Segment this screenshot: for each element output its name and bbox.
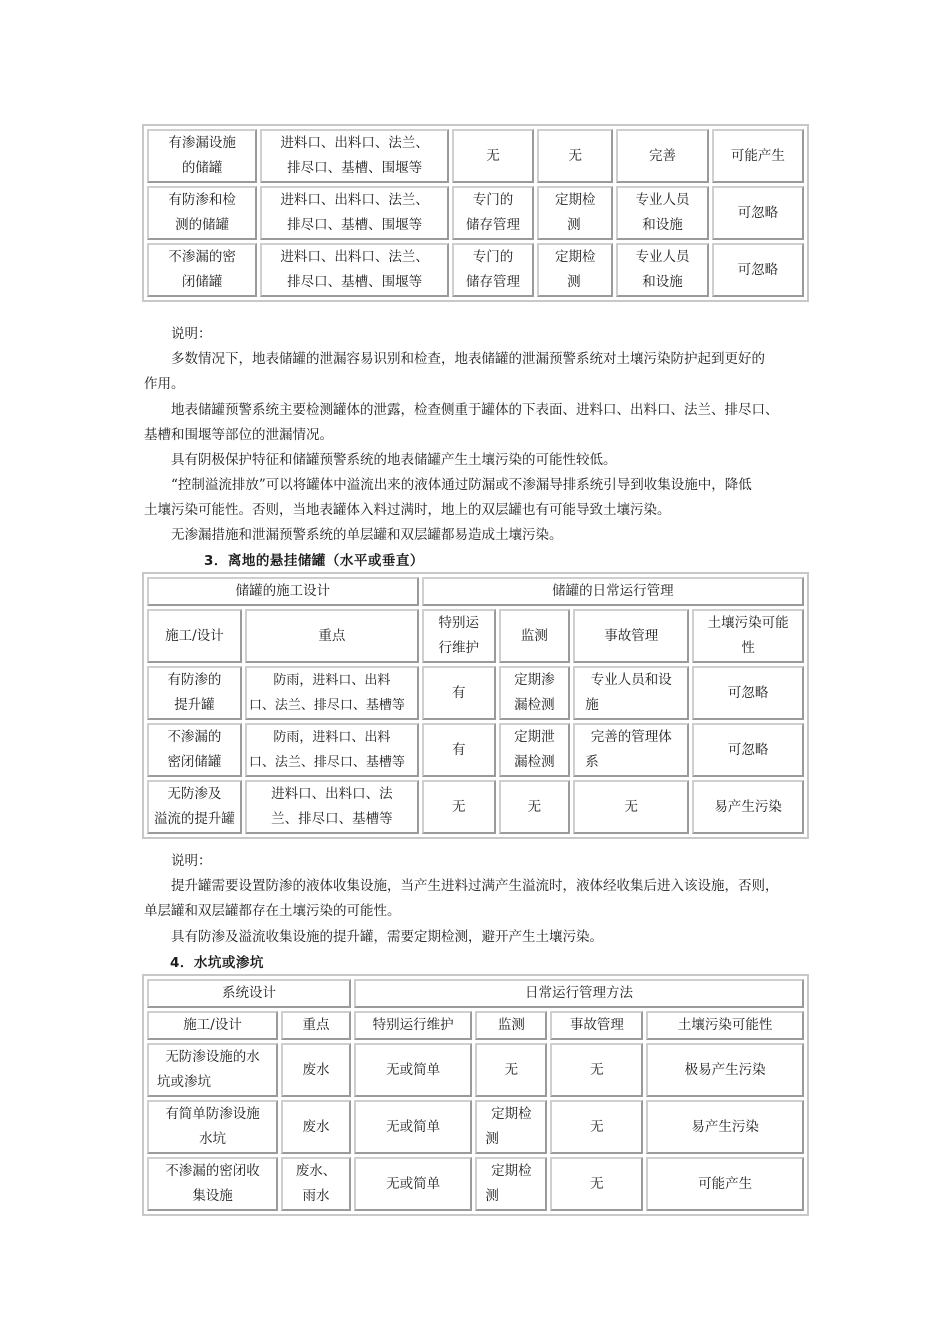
col-header-monitoring: 监测: [475, 1011, 547, 1040]
group-header-operations: 日常运行管理方法: [354, 979, 804, 1008]
col-header-special: 特别运行维护: [354, 1011, 472, 1040]
col-header-facility: 施工/设计: [147, 609, 242, 663]
group-header-design: 系统设计: [147, 979, 351, 1008]
facility-cell: 有防渗和检 测的储罐: [147, 186, 257, 240]
facility-cell: 不渗漏的 密闭储罐: [147, 723, 242, 777]
table-row: [147, 243, 804, 297]
special-maintenance-cell: 有: [422, 723, 496, 777]
monitoring-cell: 定期泄 漏检测: [499, 723, 571, 777]
note-paragraph: 多数情况下，地表储罐的泄漏容易识别和检查，地表储罐的泄漏预警系统对土壤污染防护起到更好的 作用。: [144, 351, 765, 392]
accident-management-cell: 完善的管理体 系: [573, 723, 689, 777]
monitoring-cell: 定期渗 漏检测: [499, 666, 571, 720]
accident-management-cell: 完善: [616, 129, 708, 183]
group-header-operations: 储罐的日常运行管理: [422, 577, 804, 606]
monitoring-cell: 定期检 测: [475, 1157, 547, 1211]
col-header-risk: 土壤污染可能 性: [692, 609, 804, 663]
accident-management-cell: 无: [550, 1043, 643, 1097]
table-row: [147, 1157, 804, 1211]
note-paragraph: 具有阴极保护特征和储罐预警系统的地表储罐产生土壤污染的可能性较低。: [171, 452, 617, 468]
accident-management-cell: 无: [550, 1100, 643, 1154]
focus-cell: 废水: [281, 1100, 351, 1154]
focus-cell: 防雨，进料口、出料 口、法兰、排尽口、基槽等: [245, 666, 419, 720]
pollution-risk-cell: 可忽略: [692, 723, 804, 777]
facility-cell: 有防渗的 提升罐: [147, 666, 242, 720]
table-header-row: [147, 979, 804, 1008]
notes-label: 说明：: [171, 326, 212, 342]
pollution-risk-cell: 可能产生: [712, 129, 804, 183]
special-maintenance-cell: 无或简单: [354, 1043, 472, 1097]
col-header-facility: 施工/设计: [147, 1011, 278, 1040]
table-row: [147, 666, 804, 720]
monitoring-cell: 定期检 测: [475, 1100, 547, 1154]
note-paragraph: 地表储罐预警系统主要检测罐体的泄露，检查侧重于罐体的下表面、进料口、出料口、法兰、排尽口、 基槽和围堰等部位的泄漏情况。: [144, 402, 779, 443]
col-header-focus: 重点: [245, 609, 419, 663]
suspended-tank-table: [142, 572, 809, 839]
facility-cell: 有渗漏设施 的储罐: [147, 129, 257, 183]
focus-cell: 防雨，进料口、出料 口、法兰、排尽口、基槽等: [245, 723, 419, 777]
table-row: [147, 723, 804, 777]
focus-cell: 进料口、出料口、法兰、 排尽口、基槽、围堰等: [260, 243, 449, 297]
table-row: [147, 186, 804, 240]
facility-cell: 不渗漏的密闭收 集设施: [147, 1157, 278, 1211]
table-row: [147, 1043, 804, 1097]
accident-management-cell: 专业人员 和设施: [616, 186, 708, 240]
facility-cell: 无防渗设施的水 坑或渗坑: [147, 1043, 278, 1097]
note-paragraph: “控制溢流排放”可以将罐体中溢流出来的液体通过防漏或不渗漏导排系统引导到收集设施中，降低 土壤污染可能性。否则，当地表罐体入料过满时，地上的双层罐也有可能导致土壤污染。: [144, 477, 752, 518]
section-heading: 3．离地的悬挂储罐（水平或垂直）: [204, 553, 424, 569]
accident-management-cell: 专业人员和设 施: [573, 666, 689, 720]
focus-cell: 废水、 雨水: [281, 1157, 351, 1211]
table-header-row: [147, 577, 804, 606]
monitoring-cell: 无: [499, 780, 571, 834]
pollution-risk-cell: 易产生污染: [646, 1100, 804, 1154]
facility-cell: 不渗漏的密 闭储罐: [147, 243, 257, 297]
col-header-accident: 事故管理: [550, 1011, 643, 1040]
monitoring-cell: 无: [537, 129, 613, 183]
monitoring-cell: 定期检 测: [537, 243, 613, 297]
pollution-risk-cell: 可忽略: [692, 666, 804, 720]
pollution-risk-cell: 极易产生污染: [646, 1043, 804, 1097]
col-header-risk: 土壤污染可能性: [646, 1011, 804, 1040]
pollution-risk-cell: 易产生污染: [692, 780, 804, 834]
note-paragraph: 提升罐需要设置防渗的液体收集设施，当产生进料过满产生溢流时，液体经收集后进入该设施，否则， 单层罐和双层罐都存在土壤污染的可能性。: [144, 878, 779, 919]
col-header-accident: 事故管理: [573, 609, 689, 663]
table-row: [147, 1100, 804, 1154]
special-maintenance-cell: 有: [422, 666, 496, 720]
accident-management-cell: 无: [573, 780, 689, 834]
pollution-risk-cell: 可忽略: [712, 186, 804, 240]
col-header-special: 特别运 行维护: [422, 609, 496, 663]
pit-table: [142, 974, 809, 1216]
special-maintenance-cell: 专门的 储存管理: [452, 186, 534, 240]
col-header-monitoring: 监测: [499, 609, 571, 663]
accident-management-cell: 无: [550, 1157, 643, 1211]
accident-management-cell: 专业人员 和设施: [616, 243, 708, 297]
special-maintenance-cell: 无或简单: [354, 1157, 472, 1211]
section-heading: 4．水坑或渗坑: [170, 955, 264, 971]
storage-tank-table: [142, 124, 809, 302]
facility-cell: 无防渗及 溢流的提升罐: [147, 780, 242, 834]
monitoring-cell: 无: [475, 1043, 547, 1097]
focus-cell: 进料口、出料口、法 兰、排尽口、基槽等: [245, 780, 419, 834]
notes-label: 说明：: [171, 853, 212, 869]
special-maintenance-cell: 无: [452, 129, 534, 183]
table-header-row: [147, 1011, 804, 1040]
facility-cell: 有简单防渗设施 水坑: [147, 1100, 278, 1154]
focus-cell: 进料口、出料口、法兰、 排尽口、基槽、围堰等: [260, 186, 449, 240]
note-paragraph: 具有防渗及溢流收集设施的提升罐，需要定期检测，避开产生土壤污染。: [171, 929, 603, 945]
focus-cell: 进料口、出料口、法兰、 排尽口、基槽、围堰等: [260, 129, 449, 183]
col-header-focus: 重点: [281, 1011, 351, 1040]
group-header-design: 储罐的施工设计: [147, 577, 419, 606]
note-paragraph: 无渗漏措施和泄漏预警系统的单层罐和双层罐都易造成土壤污染。: [171, 527, 563, 543]
table-row: [147, 129, 804, 183]
pollution-risk-cell: 可忽略: [712, 243, 804, 297]
table-row: [147, 780, 804, 834]
special-maintenance-cell: 无: [422, 780, 496, 834]
pollution-risk-cell: 可能产生: [646, 1157, 804, 1211]
special-maintenance-cell: 专门的 储存管理: [452, 243, 534, 297]
focus-cell: 废水: [281, 1043, 351, 1097]
table-header-row: [147, 609, 804, 663]
special-maintenance-cell: 无或简单: [354, 1100, 472, 1154]
monitoring-cell: 定期检 测: [537, 186, 613, 240]
